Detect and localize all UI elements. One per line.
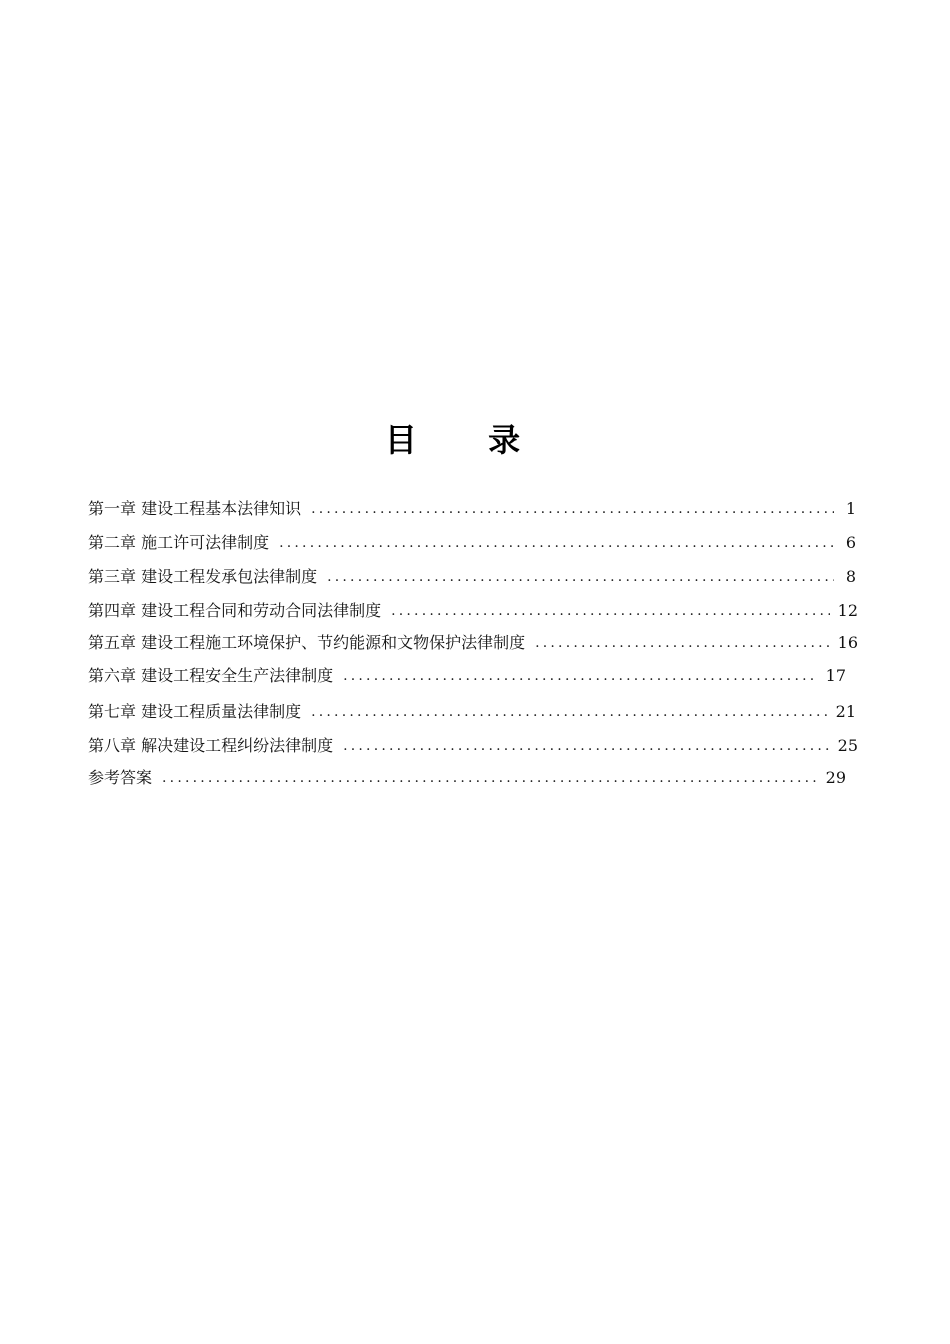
toc-entry-title: 第一章 建设工程基本法律知识: [88, 499, 302, 518]
toc-entry[interactable]: [88, 765, 846, 791]
toc-dot-leader: [327, 564, 834, 590]
toc-page-number: 21: [835, 702, 856, 721]
toc-dot-leader: [279, 530, 834, 556]
toc-entry-title: 第八章 解决建设工程纠纷法律制度: [88, 736, 334, 755]
toc-page-number: 25: [837, 736, 858, 755]
toc-page-number: 6: [845, 533, 856, 552]
toc-dot-leader: [343, 663, 818, 689]
toc-page-number: 1: [845, 499, 856, 518]
toc-entry-title: 参考答案: [88, 768, 153, 787]
toc-dot-leader: [311, 496, 834, 522]
toc-entry[interactable]: [88, 733, 858, 759]
toc-entry[interactable]: [88, 630, 858, 656]
toc-entry[interactable]: [88, 564, 856, 590]
toc-entry-title: 第五章 建设工程施工环境保护、节约能源和文物保护法律制度: [88, 633, 526, 652]
toc-entry[interactable]: [88, 496, 856, 522]
toc-page-number: 12: [837, 601, 858, 620]
page-title: 目 录: [384, 421, 551, 459]
toc-page-number: 17: [825, 666, 846, 685]
toc-entry-title: 第七章 建设工程质量法律制度: [88, 702, 302, 721]
toc-entry-title: 第二章 施工许可法律制度: [88, 533, 270, 552]
toc-entry[interactable]: [88, 530, 856, 556]
toc-page-number: 8: [845, 567, 856, 586]
toc-entry-title: 第四章 建设工程合同和劳动合同法律制度: [88, 601, 382, 620]
toc-page-number: 29: [825, 768, 846, 787]
toc-entry-title: 第六章 建设工程安全生产法律制度: [88, 666, 334, 685]
toc-page-number: 16: [837, 633, 858, 652]
toc-entry[interactable]: [88, 598, 858, 624]
toc-entry[interactable]: [88, 699, 856, 725]
toc-dot-leader: [391, 598, 830, 624]
toc-dot-leader: [535, 630, 830, 656]
toc-entry[interactable]: [88, 663, 846, 689]
toc-dot-leader: [343, 733, 830, 759]
toc-dot-leader: [311, 699, 828, 725]
toc-dot-leader: [162, 765, 818, 791]
toc-entry-title: 第三章 建设工程发承包法律制度: [88, 567, 318, 586]
